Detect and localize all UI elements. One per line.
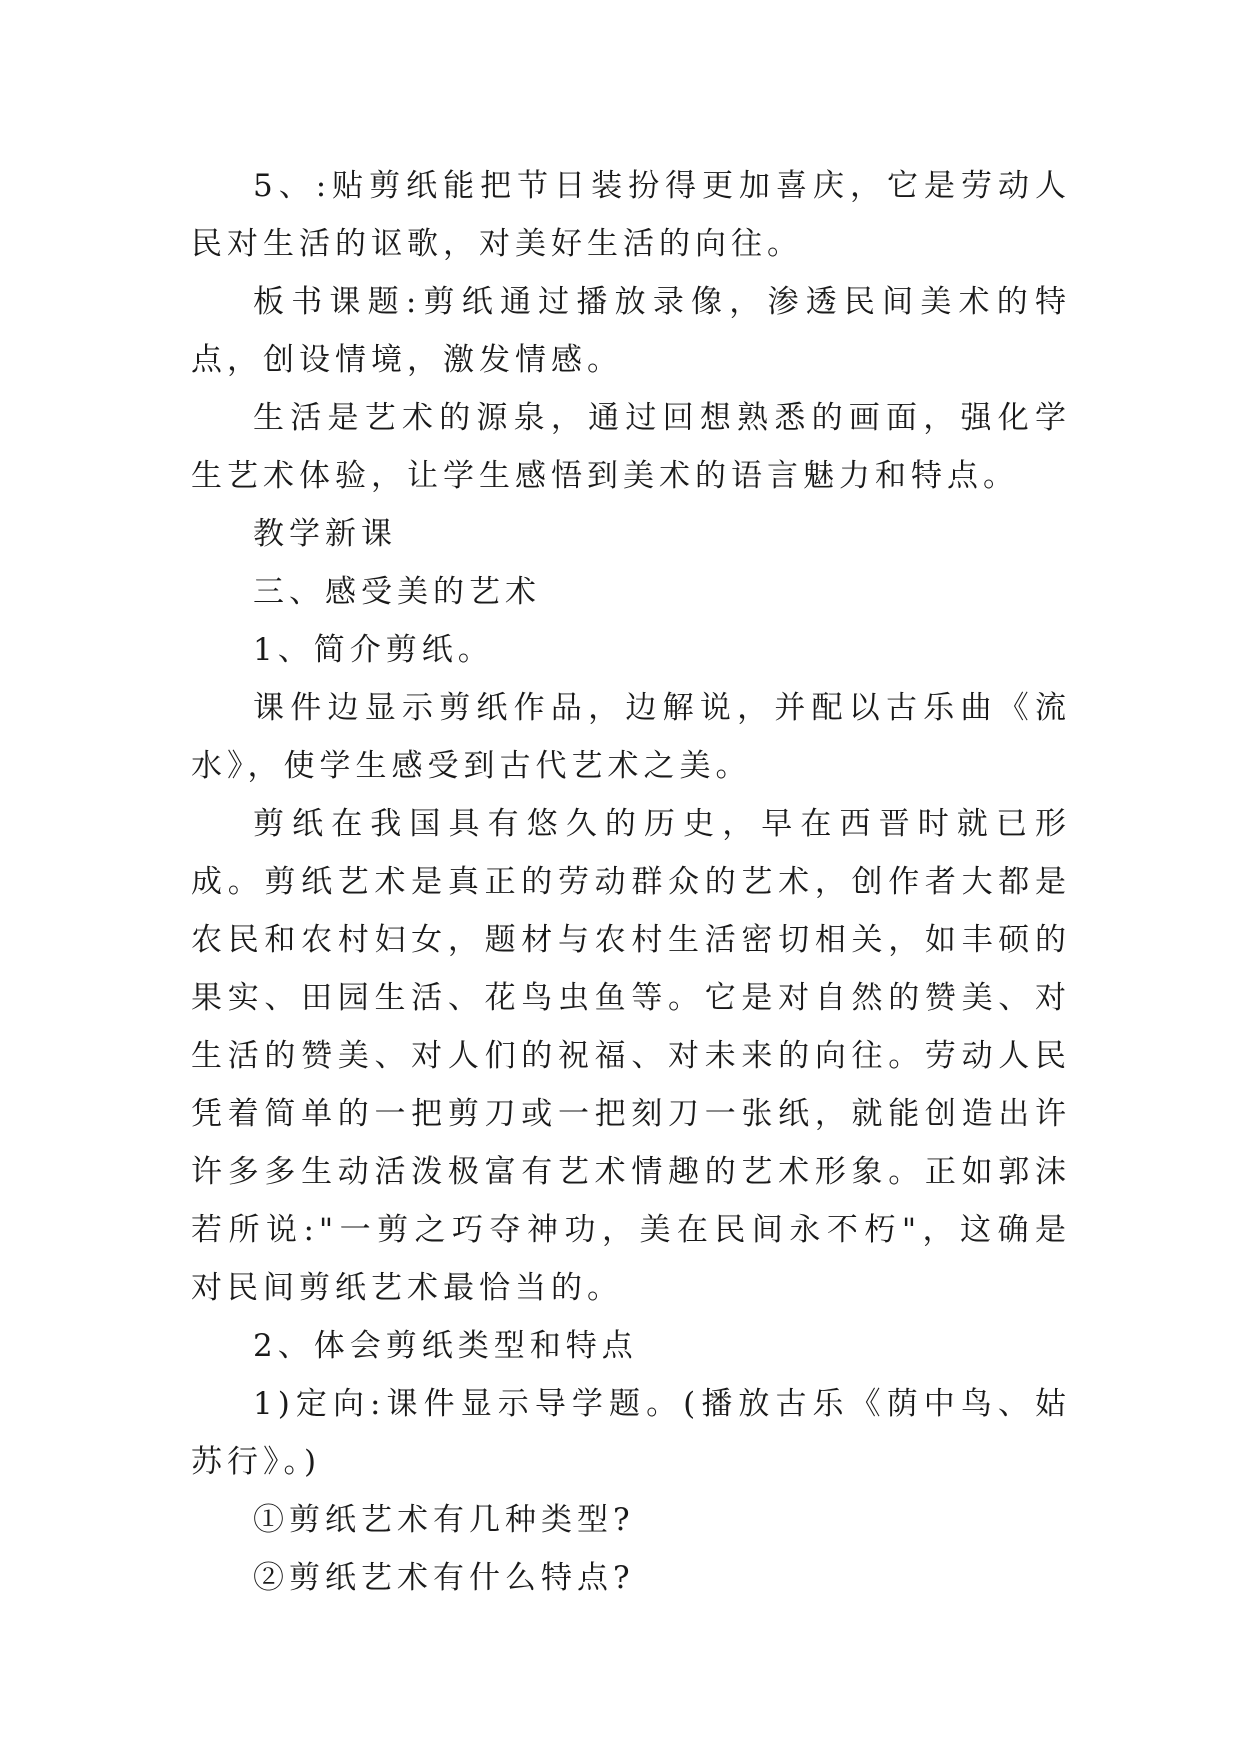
heading-intro-papercut: 1、简介剪纸。 bbox=[253, 632, 494, 668]
question-features: ②剪纸艺术有什么特点? bbox=[253, 1560, 635, 1596]
heading-types-features: 2、体会剪纸类型和特点 bbox=[253, 1328, 638, 1364]
document-body bbox=[191, 157, 1071, 1607]
question-types: ①剪纸艺术有几种类型? bbox=[253, 1502, 635, 1538]
paragraph-orientation: 1)定向:课件显示导学题。(播放古乐《荫中鸟、姑苏行》。) bbox=[191, 1386, 1071, 1480]
heading-feel-beauty: 三、感受美的艺术 bbox=[253, 574, 541, 610]
paragraph-life-source: 生活是艺术的源泉，通过回想熟悉的画面，强化学生艺术体验，让学生感悟到美术的语言魅力和特点。 bbox=[191, 400, 1071, 494]
paragraph-festival: 5、:贴剪纸能把节日装扮得更加喜庆，它是劳动人民对生活的讴歌，对美好生活的向往。 bbox=[191, 168, 1071, 262]
paragraph-board-title: 板书课题:剪纸通过播放录像，渗透民间美术的特点，创设情境，激发情感。 bbox=[191, 284, 1071, 378]
paragraph-courseware: 课件边显示剪纸作品，边解说，并配以古乐曲《流水》，使学生感受到古代艺术之美。 bbox=[191, 690, 1071, 784]
heading-new-lesson: 教学新课 bbox=[253, 516, 397, 552]
paragraph-papercut-history: 剪纸在我国具有悠久的历史，早在西晋时就已形成。剪纸艺术是真正的劳动群众的艺术，创作者大都是农民和农村妇女，题材与农村生活密切相关，如丰硕的果实、田园生活、花鸟虫鱼等。它是对自然的赞美、对生活的赞美、对人们的祝福、对未来的向往。劳动人民凭着简单的一把剪刀或一把刻刀一张纸，就能创造出许许多多生动活泼极富有艺术情趣的艺术形象。正如郭沫若所说:"一剪之巧夺神功，美在民间永不朽"，这确是对民间剪纸艺术最恰当的。 bbox=[191, 806, 1071, 1306]
